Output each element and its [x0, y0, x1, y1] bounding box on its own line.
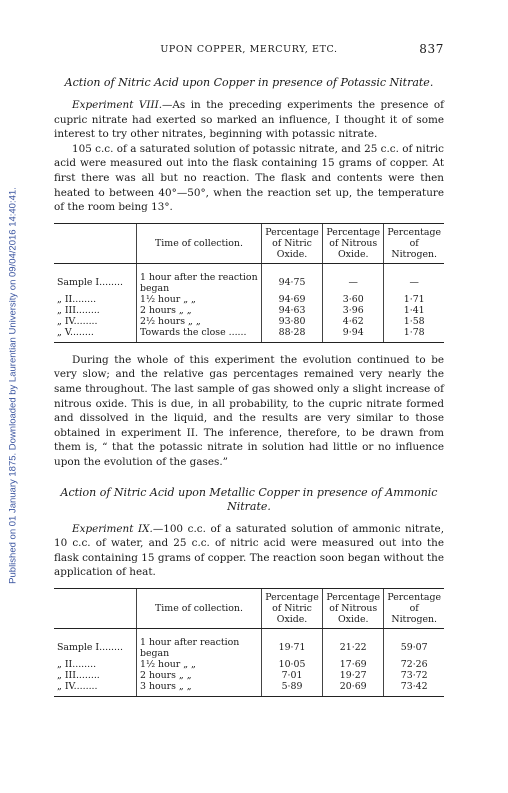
experiment-8-label: Experiment VIII. [72, 99, 163, 111]
table-row [54, 294, 444, 305]
table-row [54, 659, 444, 670]
cell-time: 1 hour after the reaction began [137, 263, 262, 294]
page-number: 837 [419, 42, 444, 56]
cell-sample: „ V........ [54, 327, 137, 343]
table-row [54, 681, 444, 697]
table-row [54, 670, 444, 681]
header-nitrogen: Percentage of Nitrogen. [384, 223, 444, 263]
cell-nitric-oxide: 94·69 [262, 294, 323, 305]
table-row [54, 628, 444, 659]
cell-sample: „ III........ [57, 304, 100, 316]
header-time: Time of collection. [137, 223, 262, 263]
cell-time: 2 hours „ „ [137, 305, 262, 316]
header-time: Time of collection. [137, 588, 262, 628]
experiment-9-label: Experiment IX. [72, 522, 153, 535]
cell-nitric-oxide: 88·28 [262, 327, 323, 343]
header-nitric-oxide: Percentage of Nitric Oxide. [262, 223, 323, 263]
cell-nitrogen: 72·26 [384, 659, 444, 670]
cell-nitrous-oxide: 17·69 [323, 659, 384, 670]
cell-nitric-oxide: 19·71 [262, 628, 323, 659]
table-header-row [54, 588, 444, 628]
cell-sample: „ III........ [57, 669, 100, 681]
cell-sample: „ IV........ [57, 315, 98, 327]
cell-nitrous-oxide: 9·94 [323, 327, 384, 343]
cell-sample: Sample I........ [57, 277, 123, 289]
header-nitrogen: Percentage of Nitrogen. [384, 588, 444, 628]
cell-time: 2½ hours „ „ [137, 316, 262, 327]
cell-nitrogen: 1·58 [384, 316, 444, 327]
table-row [54, 316, 444, 327]
results-table-potassic-nitrate [54, 223, 444, 343]
cell-nitric-oxide: 94·63 [262, 305, 323, 316]
cell-nitrous-oxide: 21·22 [323, 628, 384, 659]
header-nitrous-oxide: Percentage of Nitrous Oxide. [323, 223, 384, 263]
cell-nitrogen: 73·72 [384, 670, 444, 681]
cell-sample: „ II........ [57, 658, 97, 670]
experiment-8-text: —As in the preceding experiments the presence of cupric nitrate had exerted so marked an influence, I thought it of some interest to try other nitrates, beginning with potassic nitrate. [54, 99, 444, 141]
experiment-8-discussion-paragraph: During the whole of this experiment the evolution continued to be very slow; and the relative gas percentages remained very nearly the same throughout. The last sample of gas showed only a slight increase of nitrous oxide. This is due, in all probability, to the cupric nitrate formed and dissolved in the liquid, and the results are very similar to those obtained in experiment II. The inference, therefore, to be drawn from them is, “ that the potassic nitrate in solution had little or no influence upon the evolution of the gases.” [54, 353, 444, 468]
section-title-potassic-nitrate: Action of Nitric Acid upon Copper in presence of Potassic Nitrate. [64, 76, 434, 89]
header-nitrous-oxide: Percentage of Nitrous Oxide. [323, 588, 384, 628]
cell-nitrogen: 1·78 [384, 327, 444, 343]
cell-nitric-oxide: 94·75 [262, 263, 323, 294]
cell-time: Towards the close ...... [137, 327, 262, 343]
section-title-ammonic-nitrate: Action of Nitric Acid upon Metallic Copper in presence of Ammonic Nitrate. [60, 485, 438, 513]
table-header-row [54, 223, 444, 263]
cell-nitrous-oxide: 19·27 [323, 670, 384, 681]
cell-time: 1½ hour „ „ [137, 659, 262, 670]
table-row [54, 305, 444, 316]
cell-nitrous-oxide: 4·62 [323, 316, 384, 327]
header-nitric-oxide: Percentage of Nitric Oxide. [262, 588, 323, 628]
cell-time: 3 hours „ „ [137, 681, 262, 697]
header-sample [54, 223, 137, 263]
table-row [54, 263, 444, 294]
table-row [54, 327, 444, 343]
cell-nitric-oxide: 93·80 [262, 316, 323, 327]
experiment-8-method-paragraph: 105 c.c. of a saturated solution of potassic nitrate, and 25 c.c. of nitric acid were measured out into the flask containing 15 grams of copper. At first there was all but no reaction. The flask and contents were then heated to between 40°—50°, when the reaction set up, the temperature of the room being 13°. [54, 142, 444, 214]
cell-sample: Sample I........ [57, 642, 123, 654]
header-sample [54, 588, 137, 628]
publication-side-note: Published on 01 January 1875. Downloaded by Laurentian University on 09/04/2016 14:40:41. [7, 187, 19, 584]
cell-nitric-oxide: 7·01 [262, 670, 323, 681]
cell-nitric-oxide: 10·05 [262, 659, 323, 670]
cell-sample: „ II........ [57, 293, 97, 305]
cell-nitrogen: — [384, 263, 444, 294]
cell-nitrogen: 1·41 [384, 305, 444, 316]
cell-sample: „ IV........ [54, 681, 137, 697]
cell-time: 1½ hour „ „ [137, 294, 262, 305]
experiment-9-paragraph [54, 522, 444, 580]
cell-nitric-oxide: 5·89 [262, 681, 323, 697]
experiment-8-paragraph [54, 98, 444, 142]
cell-nitrogen: 73·42 [384, 681, 444, 697]
running-head [54, 42, 444, 60]
experiment-9-text: —100 c.c. of a saturated solution of ammonic nitrate, 10 c.c. of water, and 25 c.c. of nitric acid were measured out into the flask containing 15 grams of copper. The reaction soon began without the application of heat. [54, 522, 445, 579]
cell-nitrogen: 1·71 [384, 294, 444, 305]
cell-nitrous-oxide: 3·60 [323, 294, 384, 305]
cell-nitrous-oxide: 3·96 [323, 305, 384, 316]
running-head-title: UPON COPPER, MERCURY, ETC. [160, 44, 338, 55]
results-table-ammonic-nitrate [54, 588, 444, 697]
cell-time: 2 hours „ „ [137, 670, 262, 681]
journal-page [54, 42, 444, 707]
cell-nitrous-oxide: 20·69 [323, 681, 384, 697]
cell-time: 1 hour after reaction began [137, 628, 262, 659]
cell-nitrous-oxide: — [323, 263, 384, 294]
cell-nitrogen: 59·07 [384, 628, 444, 659]
